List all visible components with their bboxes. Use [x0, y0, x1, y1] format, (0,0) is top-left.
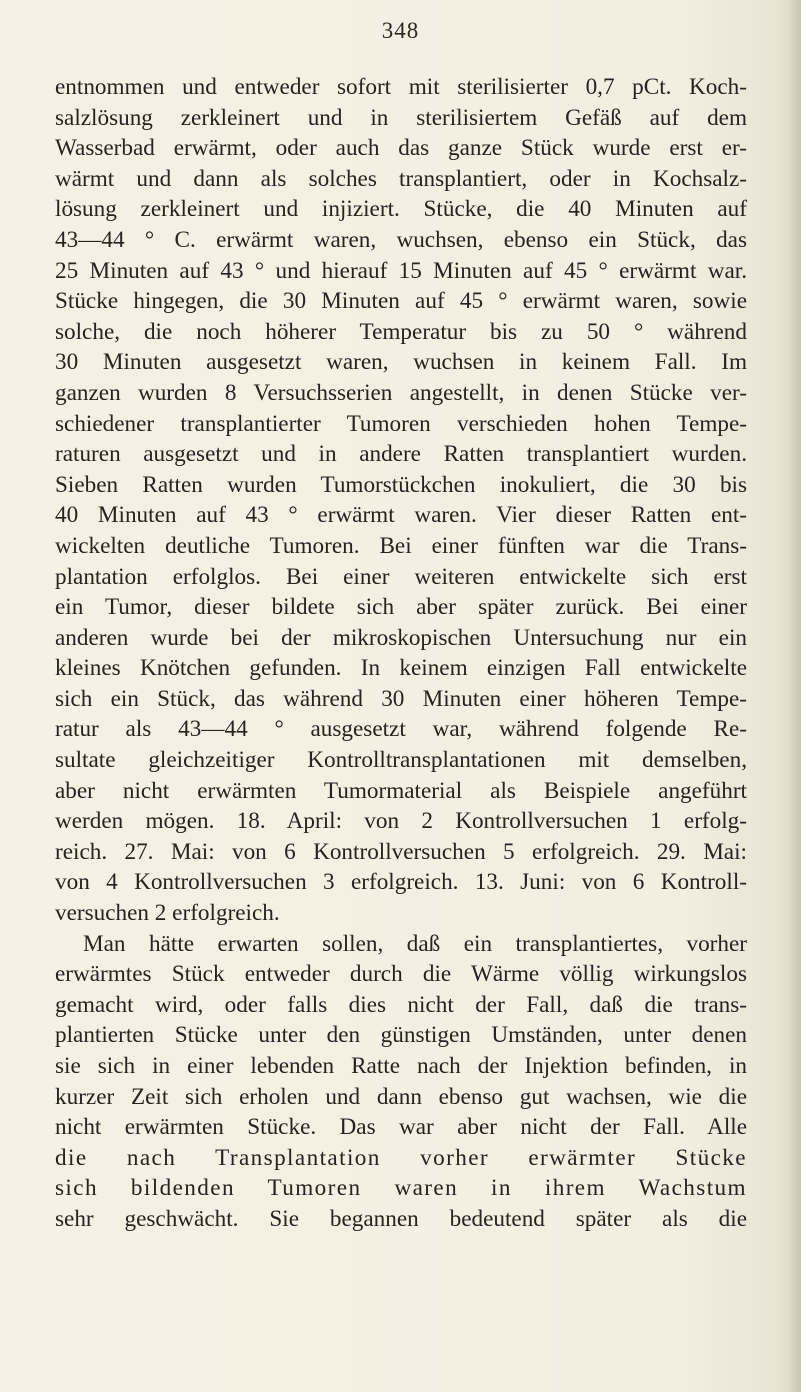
text-line: Sieben Ratten wurden Tumorstückchen inokuliert, die 30 bis — [55, 471, 747, 498]
text-line: ein Tumor, dieser bildete sich aber später zurück. Bei einer — [55, 594, 747, 621]
text-line: erwärmtes Stück entweder durch die Wärme völlig wirkungslos — [55, 961, 747, 988]
text-line-spaced: sich bildenden Tumoren waren in ihrem Wachstum — [55, 1175, 747, 1202]
text-line: sich ein Stück, das während 30 Minuten einer höheren Tempe- — [55, 685, 747, 712]
body-text — [55, 72, 747, 1235]
text-line: 25 Minuten auf 43 ° und hierauf 15 Minuten auf 45 ° erwärmt war. — [55, 257, 747, 284]
text-line: werden mögen. 18. April: von 2 Kontrollversuchen 1 erfolg- — [55, 808, 747, 835]
text-line: wärmt und dann als solches transplantiert, oder in Kochsalz- — [55, 165, 747, 192]
text-line: kurzer Zeit sich erholen und dann ebenso gut wachsen, wie die — [55, 1083, 747, 1110]
text-line: anderen wurde bei der mikroskopischen Untersuchung nur ein — [55, 624, 747, 651]
text-line: entnommen und entweder sofort mit sterilisierter 0,7 pCt. Koch- — [55, 74, 747, 100]
text-line: ratur als 43—44 ° ausgesetzt war, während folgende Re- — [55, 716, 747, 743]
page-edge-shadow — [787, 0, 801, 1392]
text-line: sie sich in einer lebenden Ratte nach der Injektion befinden, in — [55, 1053, 747, 1079]
text-line: schiedener transplantierter Tumoren verschieden hohen Tempe- — [55, 410, 747, 437]
text-line: von 4 Kontrollversuchen 3 erfolgreich. 13. Juni: von 6 Kontroll- — [55, 869, 747, 896]
text-line: plantierten Stücke unter den günstigen Umständen, unter denen — [55, 1022, 747, 1049]
text-line: reich. 27. Mai: von 6 Kontrollversuchen 5 erfolgreich. 29. Mai: — [55, 838, 747, 865]
text-line-spaced: die nach Transplantation vorher erwärmter Stücke — [55, 1144, 747, 1171]
text-line: salzlösung zerkleinert und in sterilisiertem Gefäß auf dem — [55, 104, 747, 131]
text-line: aber nicht erwärmten Tumormaterial als Beispiele angeführt — [55, 777, 747, 804]
text-line: versuchen 2 erfolgreich. — [55, 900, 280, 927]
page-number: 348 — [381, 18, 420, 43]
text-line: 40 Minuten auf 43 ° erwärmt waren. Vier dieser Ratten ent- — [55, 502, 747, 529]
text-line: raturen ausgesetzt und in andere Ratten transplantiert wurden. — [55, 441, 747, 468]
text-line: wickelten deutliche Tumoren. Bei einer fünften war die Trans- — [55, 532, 747, 559]
text-line: kleines Knötchen gefunden. In keinem einzigen Fall entwickelte — [55, 655, 747, 682]
text-line: 43—44 ° C. erwärmt waren, wuchsen, ebenso ein Stück, das — [55, 226, 747, 253]
text-line: sehr geschwächt. Sie begannen bedeutend später als die — [55, 1205, 747, 1232]
text-line: lösung zerkleinert und injiziert. Stücke, die 40 Minuten auf — [55, 196, 747, 223]
text-line: gemacht wird, oder falls dies nicht der Fall, daß die trans- — [55, 991, 747, 1018]
text-line: solche, die noch höherer Temperatur bis zu 50 ° während — [55, 318, 747, 345]
text-line: Wasserbad erwärmt, oder auch das ganze Stück wurde erst er- — [55, 135, 747, 162]
text-line: Man hätte erwarten sollen, daß ein transplantiertes, vorher — [83, 930, 747, 957]
text-line: nicht erwärmten Stücke. Das war aber nicht der Fall. Alle — [55, 1114, 747, 1141]
text-line: 30 Minuten ausgesetzt waren, wuchsen in keinem Fall. Im — [55, 349, 747, 376]
text-line: sultate gleichzeitiger Kontrolltransplantationen mit demselben, — [55, 747, 747, 774]
text-line: plantation erfolglos. Bei einer weiteren entwickelte sich erst — [55, 563, 747, 590]
text-line: Stücke hingegen, die 30 Minuten auf 45 ° erwärmt waren, sowie — [55, 288, 747, 315]
text-line: ganzen wurden 8 Versuchsserien angestellt, in denen Stücke ver- — [55, 379, 747, 406]
